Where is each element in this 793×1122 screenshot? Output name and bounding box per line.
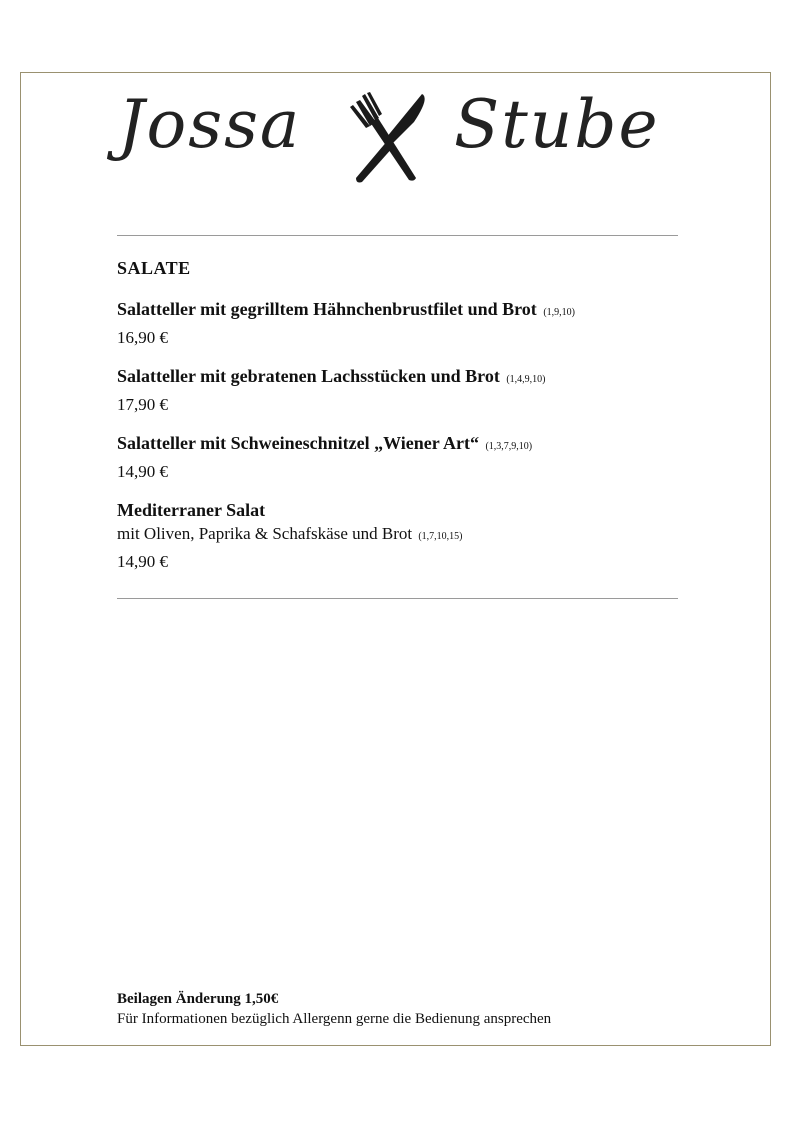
fork-knife-icon: [334, 92, 434, 184]
logo-word-right: Stube: [454, 86, 660, 163]
logo-word-left: Jossa: [118, 86, 302, 163]
menu-item-price: 17,90 €: [117, 395, 168, 414]
side-dish-surcharge: Beilagen Änderung 1,50€: [117, 991, 279, 1007]
menu-item-name: Salatteller mit gebratenen Lachsstücken und Brot: [117, 366, 500, 386]
menu-item-name: Salatteller mit Schweineschnitzel „Wiener Art“: [117, 433, 479, 453]
menu-item-name: Mediterraner Salat: [117, 500, 266, 520]
divider-top: [117, 235, 678, 236]
menu-item-allergens: (1,4,9,10): [506, 374, 546, 385]
menu-item: [117, 498, 717, 574]
footer: [117, 989, 757, 1030]
menu-item-price: 14,90 €: [117, 552, 168, 571]
menu-item: [117, 431, 717, 484]
menu-item: [117, 364, 717, 417]
menu-item-price: 16,90 €: [117, 328, 168, 347]
section-title: SALATE: [117, 258, 191, 278]
restaurant-logo: [110, 88, 685, 188]
menu-item-description: mit Oliven, Paprika & Schafskäse und Brot: [117, 524, 413, 543]
menu-item-allergens: (1,3,7,9,10): [485, 441, 533, 452]
menu-item-allergens: (1,9,10): [543, 307, 575, 318]
menu-item: [117, 297, 717, 350]
menu-item-allergens: (1,7,10,15): [418, 531, 463, 542]
menu-list: [117, 297, 717, 588]
allergen-note: Für Informationen bezüglich Allergenn gerne die Bedienung ansprechen: [117, 1011, 552, 1027]
divider-bottom: [117, 598, 678, 599]
menu-item-price: 14,90 €: [117, 462, 168, 481]
menu-item-name: Salatteller mit gegrilltem Hähnchenbrustfilet und Brot: [117, 299, 537, 319]
